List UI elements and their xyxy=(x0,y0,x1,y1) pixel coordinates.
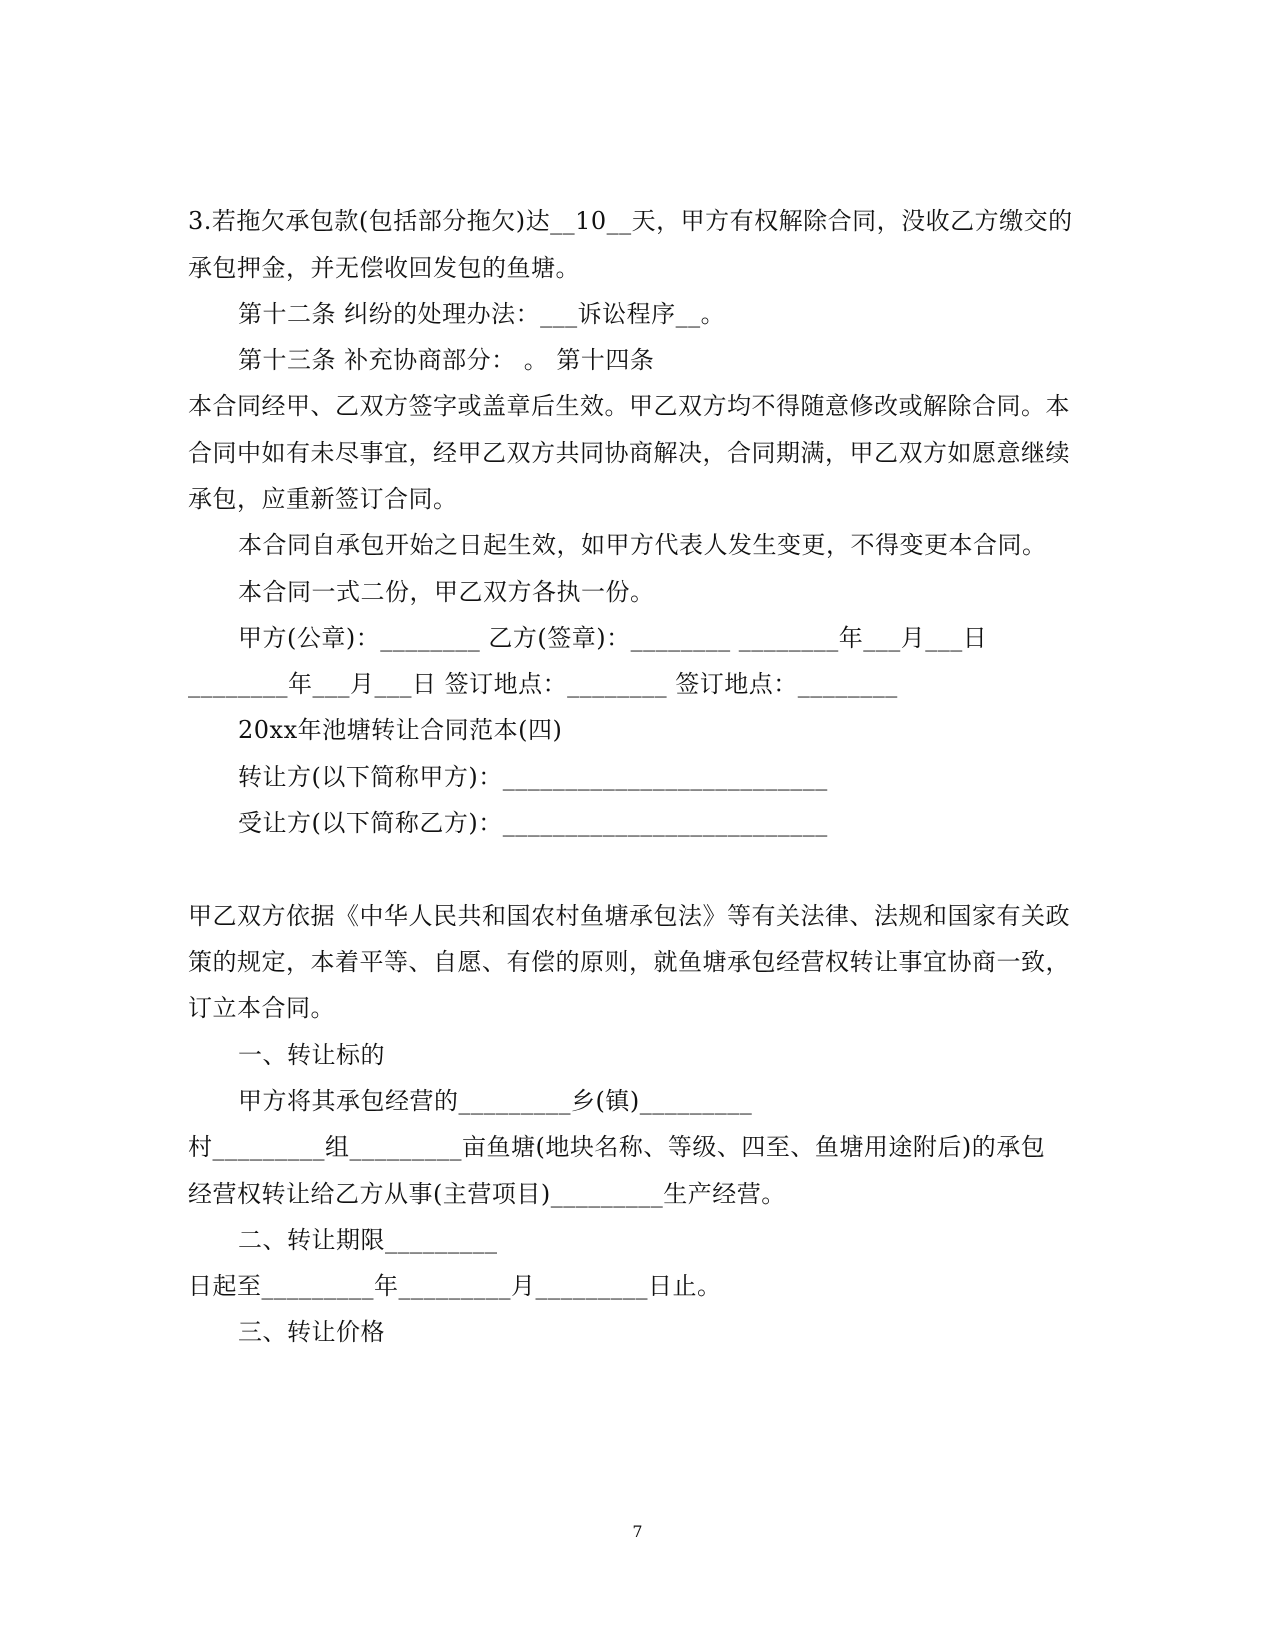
text-line: 甲方将其承包经营的_________乡(镇)_________ xyxy=(238,1087,753,1115)
text-line: 订立本合同。 xyxy=(188,994,335,1022)
text-line: 经营权转让给乙方从事(主营项目)_________生产经营。 xyxy=(188,1180,786,1208)
text-line: 日起至_________年_________月_________日止。 xyxy=(188,1272,722,1300)
text-line: 第十二条 纠纷的处理办法：___诉讼程序__。 xyxy=(238,300,726,328)
party-line: 转让方(以下简称甲方)：__________________________ xyxy=(238,763,828,791)
clause-heading: 三、转让价格 xyxy=(238,1318,385,1346)
clause-heading: 二、转让期限_________ xyxy=(238,1226,498,1254)
text-line: 本合同一式二份，甲乙双方各执一份。 xyxy=(238,578,655,606)
text-line: 合同中如有未尽事宜，经甲乙双方共同协商解决，合同期满，甲乙双方如愿意继续 xyxy=(188,439,1070,467)
text-line: 策的规定，本着平等、自愿、有偿的原则，就鱼塘承包经营权转让事宜协商一致， xyxy=(188,948,1070,976)
section-title: 20xx年池塘转让合同范本(四) xyxy=(238,716,563,744)
clause-heading: 一、转让标的 xyxy=(238,1041,385,1069)
text-line: 本合同自承包开始之日起生效，如甲方代表人发生变更，不得变更本合同。 xyxy=(238,531,1047,559)
text-line: 第十三条 补充协商部分： 。 第十四条 xyxy=(238,346,655,374)
signature-line: 甲方(公章)：________ 乙方(签章)：________ ________年___月___日 xyxy=(238,624,988,652)
party-line: 受让方(以下简称乙方)：__________________________ xyxy=(238,809,828,837)
text-line: 甲乙双方依据《中华人民共和国农村鱼塘承包法》等有关法律、法规和国家有关政 xyxy=(188,902,1070,930)
text-line: 村_________组_________亩鱼塘(地块名称、等级、四至、鱼塘用途附后)的承包 xyxy=(188,1133,1046,1161)
text-line: 3.若拖欠承包款(包括部分拖欠)达__10__天，甲方有权解除合同，没收乙方缴交的 xyxy=(188,207,1073,235)
text-line: 承包押金，并无偿收回发包的鱼塘。 xyxy=(188,254,580,282)
page-number: 7 xyxy=(632,1522,643,1541)
text-line: 承包，应重新签订合同。 xyxy=(188,485,458,513)
text-line: 本合同经甲、乙双方签字或盖章后生效。甲乙双方均不得随意修改或解除合同。本 xyxy=(188,392,1070,420)
signature-line: ________年___月___日 签订地点：________ 签订地点：________ xyxy=(188,670,898,698)
